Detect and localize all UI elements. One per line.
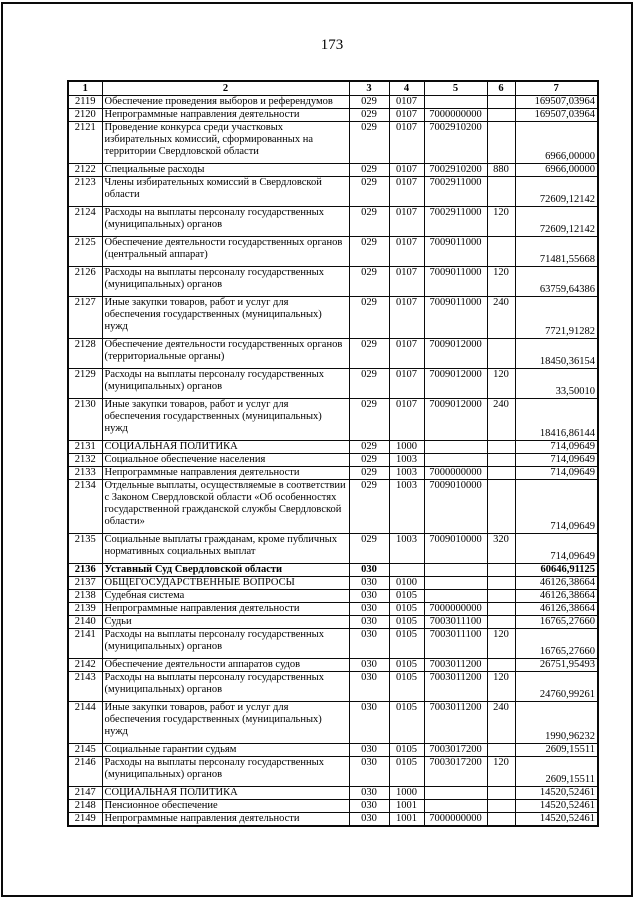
cell-section-code: 0107 [389,109,424,122]
row-name-text: Обеспечение проведения выборов и референдумов [104,96,333,107]
row-name-text: СОЦИАЛЬНАЯ ПОЛИТИКА [104,787,238,798]
table-row [68,454,598,467]
cell-row-number: 2136 [68,564,102,577]
cell-name [102,629,349,659]
cell-expense-kind-code: 240 [487,702,515,744]
cell-amount: 26751,95493 [515,659,598,672]
cell-grbs-code: 030 [349,603,389,616]
row-name-text: Социальные выплаты гражданам, кроме публичных нормативных социальных выплат [104,534,338,557]
table-row [68,800,598,813]
cell-grbs-code: 029 [349,164,389,177]
cell-name [102,122,349,164]
cell-section-code: 0107 [389,164,424,177]
cell-target-article-code [424,577,487,590]
row-name-text: Расходы на выплаты персоналу государственных (муниципальных) органов [104,672,324,695]
cell-section-code: 0105 [389,603,424,616]
cell-grbs-code: 030 [349,813,389,827]
cell-section-code: 0105 [389,590,424,603]
cell-target-article-code [424,787,487,800]
cell-expense-kind-code: 320 [487,534,515,564]
cell-expense-kind-code: 120 [487,757,515,787]
cell-name [102,339,349,369]
cell-name [102,454,349,467]
cell-name [102,177,349,207]
cell-name [102,800,349,813]
cell-row-number: 2144 [68,702,102,744]
cell-amount: 46126,38664 [515,603,598,616]
cell-expense-kind-code [487,96,515,109]
cell-row-number: 2126 [68,267,102,297]
cell-section-code: 0107 [389,122,424,164]
cell-amount: 6966,00000 [515,164,598,177]
row-name-text: Судьи [104,616,132,627]
cell-target-article-code: 7009012000 [424,339,487,369]
table-row [68,164,598,177]
cell-amount: 72609,12142 [515,207,598,237]
cell-target-article-code: 7009012000 [424,399,487,441]
cell-target-article-code: 7009010000 [424,534,487,564]
cell-target-article-code: 7000000000 [424,813,487,827]
cell-amount: 24760,99261 [515,672,598,702]
row-name-text: Пенсионное обеспечение [104,800,218,811]
row-name-text: Расходы на выплаты персоналу государственных (муниципальных) органов [104,207,324,230]
cell-section-code: 0100 [389,577,424,590]
cell-grbs-code: 029 [349,454,389,467]
cell-section-code: 0107 [389,339,424,369]
cell-amount: 2609,15511 [515,744,598,757]
cell-row-number: 2137 [68,577,102,590]
cell-section-code: 0105 [389,672,424,702]
cell-grbs-code: 029 [349,399,389,441]
cell-amount: 14520,52461 [515,813,598,827]
cell-amount: 714,09649 [515,454,598,467]
cell-grbs-code: 029 [349,109,389,122]
cell-row-number: 2141 [68,629,102,659]
cell-name [102,96,349,109]
table-row [68,399,598,441]
cell-target-article-code: 7009011000 [424,267,487,297]
cell-target-article-code: 7003011200 [424,659,487,672]
cell-row-number: 2147 [68,787,102,800]
cell-name [102,616,349,629]
table-row [68,109,598,122]
row-name-text: Расходы на выплаты персоналу государственных (муниципальных) органов [104,757,324,780]
cell-target-article-code: 7009010000 [424,480,487,534]
table-row [68,297,598,339]
cell-row-number: 2145 [68,744,102,757]
row-name-text: Обеспечение деятельности государственных органов (территориальные органы) [104,339,343,362]
cell-row-number: 2127 [68,297,102,339]
cell-section-code: 1003 [389,480,424,534]
table-row [68,207,598,237]
cell-section-code: 0105 [389,629,424,659]
table-row [68,629,598,659]
cell-name [102,757,349,787]
cell-section-code: 0105 [389,744,424,757]
row-name-text: СОЦИАЛЬНАЯ ПОЛИТИКА [104,441,238,452]
cell-row-number: 2133 [68,467,102,480]
cell-section-code: 1003 [389,467,424,480]
table-row [68,339,598,369]
cell-row-number: 2122 [68,164,102,177]
cell-expense-kind-code [487,467,515,480]
cell-section-code: 0107 [389,267,424,297]
page-number: 173 [320,37,344,53]
cell-target-article-code: 7003011100 [424,629,487,659]
cell-grbs-code: 029 [349,267,389,297]
row-name-text: Члены избирательных комиссий в Свердловской области [104,177,322,200]
cell-grbs-code: 029 [349,467,389,480]
table-header-row [68,81,598,96]
row-name-text: Проведение конкурса среди участковых избирательных комиссий, сформированных на территории Свердловской области [104,122,314,157]
cell-expense-kind-code: 120 [487,207,515,237]
row-name-text: Непрограммные направления деятельности [104,467,300,478]
cell-amount: 714,09649 [515,441,598,454]
cell-section-code: 0105 [389,616,424,629]
column-header-6: 6 [487,81,515,96]
cell-name [102,787,349,800]
cell-row-number: 2148 [68,800,102,813]
cell-name [102,744,349,757]
cell-amount: 169507,03964 [515,109,598,122]
cell-amount: 169507,03964 [515,96,598,109]
cell-amount: 6966,00000 [515,122,598,164]
cell-target-article-code [424,441,487,454]
cell-amount: 71481,55668 [515,237,598,267]
cell-amount: 14520,52461 [515,787,598,800]
cell-row-number: 2134 [68,480,102,534]
cell-amount: 714,09649 [515,534,598,564]
cell-amount: 33,50010 [515,369,598,399]
cell-expense-kind-code [487,564,515,577]
cell-section-code: 0107 [389,297,424,339]
cell-target-article-code: 7009011000 [424,237,487,267]
column-header-1: 1 [68,81,102,96]
row-name-text: Обеспечение деятельности государственных органов (центральный аппарат) [104,237,343,260]
table-row [68,787,598,800]
row-name-text: Судебная система [104,590,185,601]
cell-grbs-code: 030 [349,757,389,787]
cell-target-article-code: 7002910200 [424,122,487,164]
cell-row-number: 2119 [68,96,102,109]
cell-target-article-code: 7003011200 [424,672,487,702]
table-row [68,757,598,787]
cell-name [102,577,349,590]
cell-expense-kind-code [487,744,515,757]
cell-target-article-code [424,590,487,603]
row-name-text: Расходы на выплаты персоналу государственных (муниципальных) органов [104,369,324,392]
cell-expense-kind-code [487,122,515,164]
row-name-text: Непрограммные направления деятельности [104,603,300,614]
cell-section-code: 0105 [389,757,424,787]
cell-expense-kind-code: 120 [487,267,515,297]
cell-name [102,441,349,454]
cell-grbs-code: 030 [349,702,389,744]
cell-expense-kind-code: 240 [487,297,515,339]
cell-expense-kind-code [487,813,515,827]
column-header-5: 5 [424,81,487,96]
cell-amount: 16765,27660 [515,616,598,629]
table-row [68,237,598,267]
cell-target-article-code [424,564,487,577]
cell-expense-kind-code: 120 [487,672,515,702]
cell-target-article-code: 7002911000 [424,177,487,207]
cell-grbs-code: 029 [349,480,389,534]
cell-name [102,207,349,237]
table-row [68,702,598,744]
cell-section-code: 0107 [389,207,424,237]
cell-section-code: 0107 [389,177,424,207]
cell-amount: 46126,38664 [515,577,598,590]
cell-row-number: 2140 [68,616,102,629]
cell-section-code [389,564,424,577]
cell-name [102,534,349,564]
cell-row-number: 2135 [68,534,102,564]
cell-amount: 16765,27660 [515,629,598,659]
cell-section-code: 1003 [389,534,424,564]
cell-expense-kind-code [487,603,515,616]
cell-row-number: 2146 [68,757,102,787]
cell-section-code: 0107 [389,237,424,267]
row-name-text: Обеспечение деятельности аппаратов судов [104,659,301,670]
cell-row-number: 2142 [68,659,102,672]
cell-row-number: 2139 [68,603,102,616]
table-row [68,672,598,702]
table-row [68,441,598,454]
cell-expense-kind-code: 120 [487,369,515,399]
cell-grbs-code: 029 [349,237,389,267]
row-name-text: Социальное обеспечение населения [104,454,266,465]
cell-row-number: 2132 [68,454,102,467]
cell-row-number: 2130 [68,399,102,441]
cell-section-code: 0105 [389,659,424,672]
cell-amount: 18450,36154 [515,339,598,369]
cell-amount: 714,09649 [515,480,598,534]
table-row [68,577,598,590]
cell-name [102,702,349,744]
cell-grbs-code: 029 [349,297,389,339]
cell-target-article-code [424,96,487,109]
row-name-text: Непрограммные направления деятельности [104,109,300,120]
cell-name [102,672,349,702]
cell-section-code: 0107 [389,369,424,399]
cell-target-article-code: 7003011100 [424,616,487,629]
cell-expense-kind-code [487,659,515,672]
table-row [68,177,598,207]
cell-section-code: 1001 [389,813,424,827]
table-row [68,534,598,564]
cell-amount: 14520,52461 [515,800,598,813]
cell-row-number: 2120 [68,109,102,122]
cell-row-number: 2138 [68,590,102,603]
cell-name [102,813,349,827]
cell-row-number: 2123 [68,177,102,207]
cell-amount: 46126,38664 [515,590,598,603]
cell-target-article-code [424,800,487,813]
cell-expense-kind-code [487,237,515,267]
cell-section-code: 1000 [389,441,424,454]
table-body [68,96,598,827]
cell-expense-kind-code [487,480,515,534]
cell-row-number: 2149 [68,813,102,827]
cell-grbs-code: 030 [349,629,389,659]
table-row [68,813,598,827]
cell-expense-kind-code: 120 [487,629,515,659]
table-row [68,122,598,164]
cell-name [102,659,349,672]
row-name-text: ОБЩЕГОСУДАРСТВЕННЫЕ ВОПРОСЫ [104,577,295,588]
table-row [68,467,598,480]
cell-expense-kind-code [487,577,515,590]
cell-expense-kind-code [487,787,515,800]
cell-target-article-code: 7003017200 [424,744,487,757]
cell-expense-kind-code [487,109,515,122]
column-header-4: 4 [389,81,424,96]
cell-section-code: 1001 [389,800,424,813]
cell-section-code: 0105 [389,702,424,744]
row-name-text: Иные закупки товаров, работ и услуг для обеспечения государственных (муниципальных) нужд [104,702,322,737]
cell-name [102,564,349,577]
cell-grbs-code: 030 [349,744,389,757]
cell-amount: 18416,86144 [515,399,598,441]
cell-target-article-code: 7003017200 [424,757,487,787]
cell-name [102,369,349,399]
row-name-text: Иные закупки товаров, работ и услуг для обеспечения государственных (муниципальных) нужд [104,399,322,434]
cell-grbs-code: 029 [349,534,389,564]
row-name-text: Расходы на выплаты персоналу государственных (муниципальных) органов [104,267,324,290]
row-name-text: Социальные гарантии судьям [104,744,237,755]
table-row [68,744,598,757]
cell-name [102,164,349,177]
cell-name [102,480,349,534]
table-row [68,96,598,109]
cell-expense-kind-code [487,616,515,629]
cell-amount: 2609,15511 [515,757,598,787]
column-header-2: 2 [102,81,349,96]
row-name-text: Специальные расходы [104,164,205,175]
budget-table [67,80,599,827]
table-row [68,267,598,297]
cell-name [102,297,349,339]
cell-target-article-code: 7009011000 [424,297,487,339]
cell-expense-kind-code [487,339,515,369]
cell-expense-kind-code [487,177,515,207]
cell-expense-kind-code: 880 [487,164,515,177]
cell-target-article-code [424,454,487,467]
cell-grbs-code: 030 [349,659,389,672]
cell-amount: 714,09649 [515,467,598,480]
cell-grbs-code: 030 [349,616,389,629]
cell-name [102,590,349,603]
cell-name [102,467,349,480]
column-header-7: 7 [515,81,598,96]
cell-grbs-code: 030 [349,590,389,603]
cell-row-number: 2121 [68,122,102,164]
cell-grbs-code: 030 [349,577,389,590]
cell-name [102,399,349,441]
cell-name [102,109,349,122]
cell-target-article-code: 7009012000 [424,369,487,399]
cell-row-number: 2128 [68,339,102,369]
cell-amount: 63759,64386 [515,267,598,297]
cell-grbs-code: 029 [349,369,389,399]
row-name-text: Уставный Суд Свердловской области [104,564,283,575]
cell-target-article-code: 7002911000 [424,207,487,237]
cell-name [102,603,349,616]
table-row [68,659,598,672]
cell-grbs-code: 029 [349,339,389,369]
cell-amount: 60646,91125 [515,564,598,577]
cell-section-code: 0107 [389,96,424,109]
cell-amount: 72609,12142 [515,177,598,207]
cell-target-article-code: 7000000000 [424,603,487,616]
cell-target-article-code: 7000000000 [424,467,487,480]
cell-expense-kind-code [487,441,515,454]
cell-row-number: 2143 [68,672,102,702]
cell-name [102,267,349,297]
cell-name [102,237,349,267]
cell-row-number: 2129 [68,369,102,399]
cell-section-code: 1000 [389,787,424,800]
table-row [68,616,598,629]
cell-row-number: 2124 [68,207,102,237]
cell-grbs-code: 029 [349,122,389,164]
table-row [68,480,598,534]
cell-amount: 1990,96232 [515,702,598,744]
cell-target-article-code: 7000000000 [424,109,487,122]
row-name-text: Расходы на выплаты персоналу государственных (муниципальных) органов [104,629,324,652]
column-header-3: 3 [349,81,389,96]
cell-grbs-code: 030 [349,787,389,800]
cell-target-article-code: 7002910200 [424,164,487,177]
cell-row-number: 2125 [68,237,102,267]
cell-grbs-code: 029 [349,96,389,109]
cell-grbs-code: 030 [349,564,389,577]
cell-grbs-code: 030 [349,800,389,813]
cell-expense-kind-code [487,800,515,813]
table-row [68,369,598,399]
cell-grbs-code: 029 [349,441,389,454]
cell-expense-kind-code [487,454,515,467]
row-name-text: Непрограммные направления деятельности [104,813,300,824]
cell-expense-kind-code [487,590,515,603]
cell-grbs-code: 030 [349,672,389,702]
cell-grbs-code: 029 [349,207,389,237]
cell-amount: 7721,91282 [515,297,598,339]
cell-section-code: 0107 [389,399,424,441]
table-row [68,564,598,577]
cell-expense-kind-code: 240 [487,399,515,441]
table-row [68,603,598,616]
cell-section-code: 1003 [389,454,424,467]
cell-grbs-code: 029 [349,177,389,207]
cell-row-number: 2131 [68,441,102,454]
row-name-text: Отдельные выплаты, осуществляемые в соответствии с Законом Свердловской области «Об особенностях государственной гражданской службы Свердловской области» [104,480,346,527]
row-name-text: Иные закупки товаров, работ и услуг для обеспечения государственных (муниципальных) нужд [104,297,322,332]
cell-target-article-code: 7003011200 [424,702,487,744]
table-row [68,590,598,603]
